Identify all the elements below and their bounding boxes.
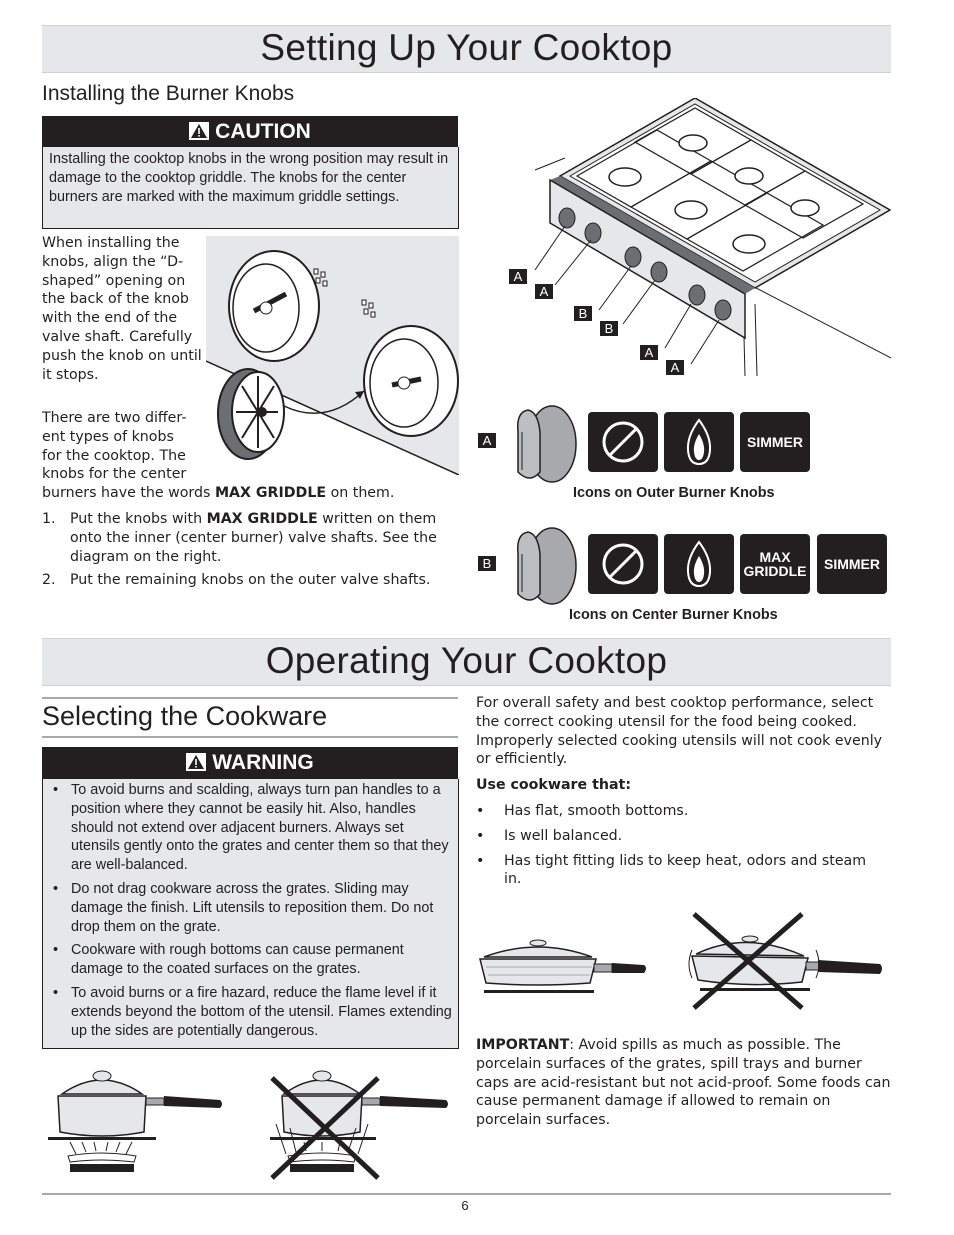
off-icon <box>588 412 658 472</box>
step-number: 2. <box>42 572 56 589</box>
center-knob-tag: B <box>478 556 496 571</box>
use-item: • Is well balanced. <box>476 827 623 844</box>
knob-types-last-line: burners have the words MAX GRIDDLE on them. <box>42 485 395 501</box>
step-number: 1. <box>42 511 56 527</box>
warning-label: WARNING <box>212 751 314 774</box>
flame-icon <box>664 534 734 594</box>
cooktop-knob-diagram <box>505 98 891 376</box>
knob-types-first: There are two differ- ent types of knobs for the cooktop. The knobs for the center <box>42 410 187 483</box>
max-griddle-icon: MAX GRIDDLE <box>740 534 810 594</box>
diagram-tag: A <box>535 284 553 299</box>
flame-icon <box>664 412 734 472</box>
setup-subhead: Installing the Burner Knobs <box>42 82 295 105</box>
outer-caption: Icons on Outer Burner Knobs <box>573 485 775 501</box>
cookware-intro: For overall safety and best cooktop performance, select the correct cooking utensil for the food being cooked. Improperly selected cooking utensils will not cook evenly or efficiently. <box>476 695 883 768</box>
warped-pan-illustration <box>686 912 886 1012</box>
footer-rule <box>42 1193 891 1195</box>
important-label: IMPORTANT <box>476 1037 570 1053</box>
simmer-icon: SIMMER <box>817 534 887 594</box>
operating-title: Operating Your Cooktop <box>42 638 891 686</box>
incorrect-saucepan-illustration <box>266 1066 456 1182</box>
warning-item: • Cookware with rough bottoms can cause permanent damage to the coated surfaces on the grates. <box>48 941 453 979</box>
use-item: • Has flat, smooth bottoms. <box>476 803 689 819</box>
diagram-tag: B <box>600 321 618 336</box>
max-griddle-emphasis: MAX GRIDDLE <box>214 485 327 501</box>
warning-body <box>42 779 459 1049</box>
knob-types-text-full <box>42 409 462 503</box>
use-cookware-list <box>476 802 876 889</box>
center-knob-drawing <box>508 524 578 608</box>
steps-list <box>42 510 437 590</box>
caution-label: CAUTION <box>215 120 311 143</box>
caution-header <box>42 116 458 147</box>
warning-triangle-icon <box>189 122 209 140</box>
correct-saucepan-illustration <box>46 1066 226 1178</box>
use-cookware-label: Use cookware that: <box>476 777 632 793</box>
warning-header <box>42 747 458 779</box>
outer-knob-tag: A <box>478 433 496 448</box>
center-caption: Icons on Center Burner Knobs <box>569 607 778 623</box>
step-item: 2. Put the remaining knobs on the outer valve shafts. <box>42 572 431 589</box>
page-number: 6 <box>461 1198 469 1213</box>
step-item: 1. Put the knobs with MAX GRIDDLE written on them onto the inner (center burner) valve shafts. See the diagram on the right. <box>42 511 437 565</box>
important-note: IMPORTANT: Avoid spills as much as possible. The porcelain surfaces of the grates, spill trays and burner caps are acid-resistant but not acid-proof. Some foods can cause permanent damage if allowed to remain on porcelain surfaces. <box>476 1037 891 1129</box>
warning-item: • Do not drag cookware across the grates. Sliding may damage the finish. Lift utensils to reposition them. Do not drop them on the grate. <box>48 880 453 936</box>
use-item: • Has tight fitting lids to keep heat, odors and steam in. <box>476 852 867 888</box>
setup-title: Setting Up Your Cooktop <box>42 25 891 73</box>
caution-text: Installing the cooktop knobs in the wrong position may result in damage to the cooktop griddle. The knobs for the center burners are marked with the maximum griddle settings. <box>49 151 449 205</box>
diagram-tag: A <box>666 360 684 375</box>
warning-item: • To avoid burns and scalding, always turn pan handles to a position where they cannot be easily hit. Also, handles should not extend over adjacent burners. Always set utensils gently onto the grates and center them so that they are well-balanced. <box>48 781 453 875</box>
off-icon <box>588 534 658 594</box>
diagram-tag: A <box>509 269 527 284</box>
caution-body <box>42 147 459 229</box>
cookware-subhead: Selecting the Cookware <box>42 697 458 738</box>
simmer-icon: SIMMER <box>740 412 810 472</box>
diagram-tag: A <box>640 345 658 360</box>
outer-knob-drawing <box>508 402 578 486</box>
warning-triangle-icon <box>186 753 206 771</box>
level-pan-illustration <box>478 935 648 997</box>
install-text: When installing the knobs, align the “D-shaped” opening on the back of the knob with the end of the valve shaft. Carefully push the knob on until it stops. <box>42 235 202 383</box>
warning-item: • To avoid burns or a fire hazard, reduce the flame level if it extends beyond the bottom of the utensil. Flames extending up the sides are potentially dangerous. <box>48 984 453 1040</box>
diagram-tag: B <box>574 306 592 321</box>
